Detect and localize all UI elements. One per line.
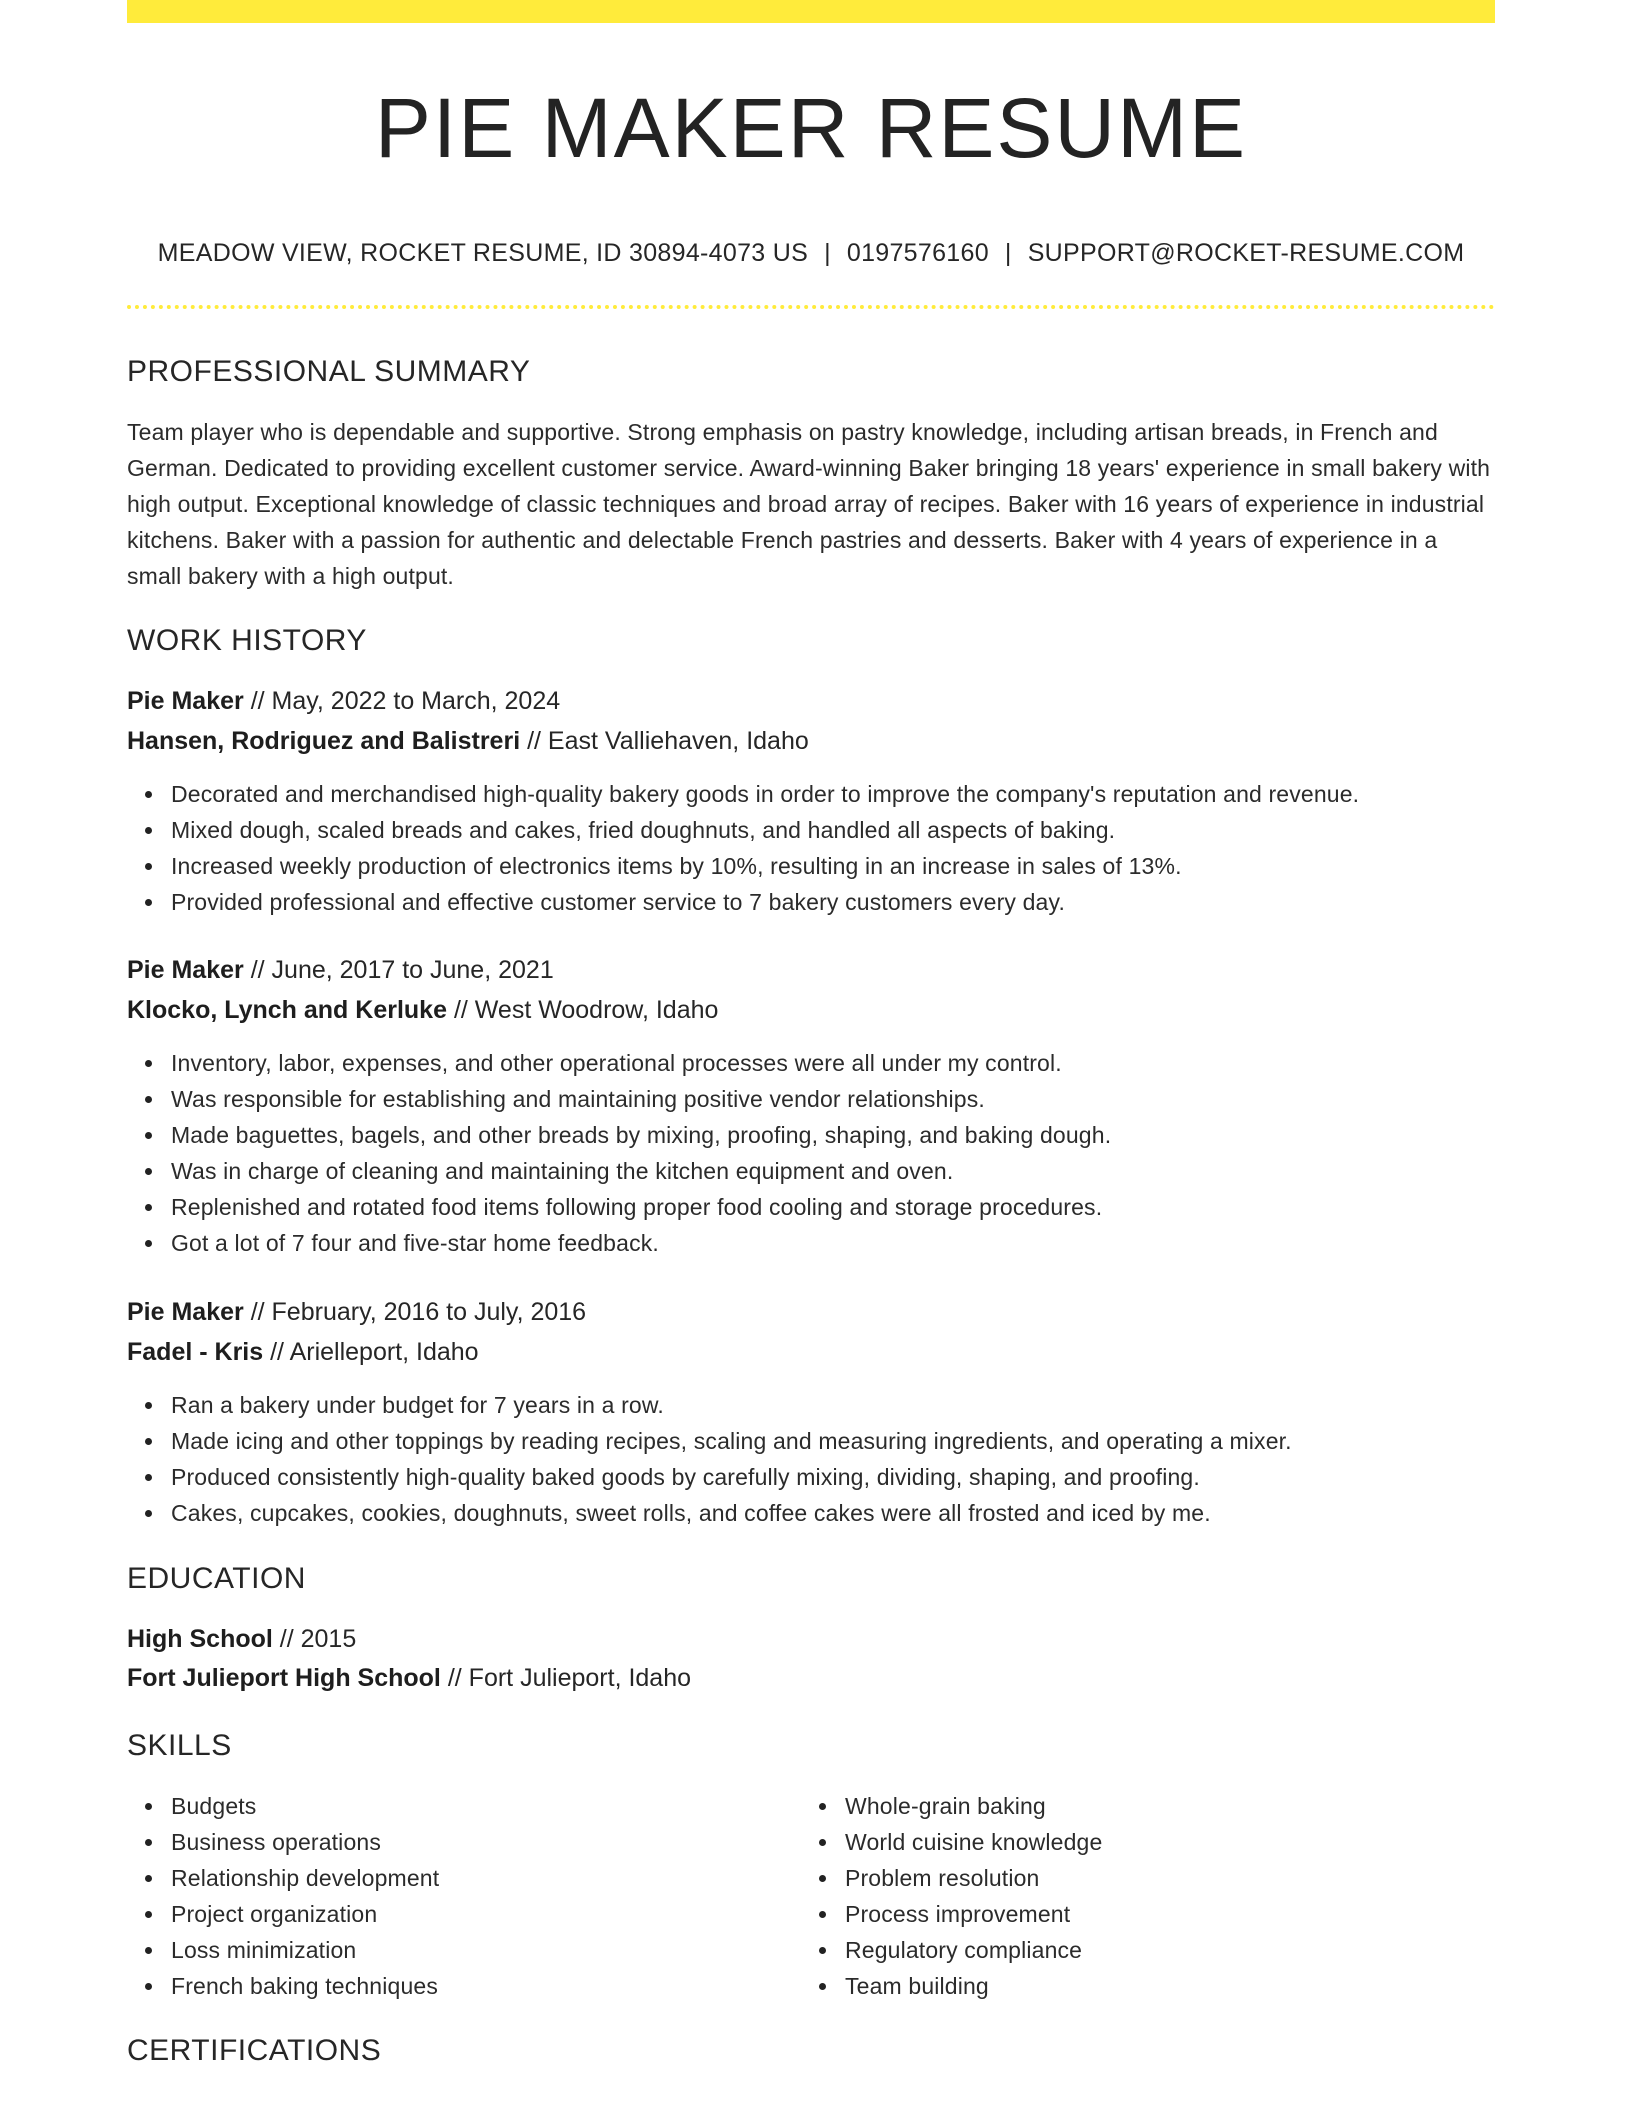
job-dates: // June, 2017 to June, 2021	[250, 956, 554, 984]
job-title-line	[127, 684, 560, 718]
contact-address: MEADOW VIEW, ROCKET RESUME, ID 30894-4073 US	[157, 239, 809, 267]
skill-item: Loss minimization	[171, 1932, 439, 1968]
list-item: Ran a bakery under budget for 7 years in a row.	[171, 1387, 1292, 1423]
education-year: // 2015	[279, 1625, 357, 1653]
list-item: Increased weekly production of electronics items by 10%, resulting in an increase in sales of 13%.	[171, 848, 1359, 884]
job-role: Pie Maker	[127, 956, 244, 984]
job-role: Pie Maker	[127, 687, 244, 715]
list-item: Was in charge of cleaning and maintaining the kitchen equipment and oven.	[171, 1153, 1111, 1189]
list-item: Mixed dough, scaled breads and cakes, fried doughnuts, and handled all aspects of baking.	[171, 812, 1359, 848]
job-company-line	[127, 1335, 479, 1369]
list-item: Produced consistently high-quality baked goods by carefully mixing, dividing, shaping, and proofing.	[171, 1459, 1292, 1495]
section-title-certifications: CERTIFICATIONS	[127, 2034, 382, 2067]
education-school-line	[127, 1661, 691, 1695]
section-title-work-history: WORK HISTORY	[127, 624, 367, 657]
list-item: Decorated and merchandised high-quality bakery goods in order to improve the company's reputation and revenue.	[171, 776, 1359, 812]
education-degree: High School	[127, 1625, 273, 1653]
section-title-summary: PROFESSIONAL SUMMARY	[127, 355, 531, 388]
contact-email: SUPPORT@ROCKET-RESUME.COM	[1027, 239, 1465, 267]
section-title-education: EDUCATION	[127, 1562, 306, 1595]
list-item: Cakes, cupcakes, cookies, doughnuts, sweet rolls, and coffee cakes were all frosted and iced by me.	[171, 1495, 1292, 1531]
skill-item: Budgets	[171, 1788, 439, 1824]
list-item: Made baguettes, bagels, and other breads by mixing, proofing, shaping, and baking dough.	[171, 1117, 1111, 1153]
list-item: Inventory, labor, expenses, and other operational processes were all under my control.	[171, 1045, 1111, 1081]
resume-title: PIE MAKER RESUME	[374, 81, 1248, 175]
accent-bar	[127, 0, 1495, 23]
skill-item: Problem resolution	[845, 1860, 1102, 1896]
list-item: Provided professional and effective customer service to 7 bakery customers every day.	[171, 884, 1359, 920]
skill-item: Whole-grain baking	[845, 1788, 1102, 1824]
skill-item: Project organization	[171, 1896, 439, 1932]
skill-item: Business operations	[171, 1824, 439, 1860]
skill-item: Process improvement	[845, 1896, 1102, 1932]
job-company-line	[127, 724, 809, 758]
section-title-skills: SKILLS	[127, 1729, 232, 1762]
skill-item: Team building	[845, 1968, 1102, 2004]
list-item: Made icing and other toppings by reading recipes, scaling and measuring ingredients, and operating a mixer.	[171, 1423, 1292, 1459]
job-dates: // February, 2016 to July, 2016	[250, 1298, 587, 1326]
education-location: // Fort Julieport, Idaho	[447, 1664, 692, 1692]
skills-list-left	[127, 1788, 439, 2004]
job-dates: // May, 2022 to March, 2024	[250, 687, 561, 715]
skills-list-right	[801, 1788, 1102, 2004]
list-item: Replenished and rotated food items following proper food cooling and storage procedures.	[171, 1189, 1111, 1225]
skill-item: Relationship development	[171, 1860, 439, 1896]
contact-separator: |	[824, 239, 831, 267]
skill-item: Regulatory compliance	[845, 1932, 1102, 1968]
job-company: Klocko, Lynch and Kerluke	[127, 996, 447, 1024]
job-bullets	[127, 1045, 1111, 1261]
skill-item: French baking techniques	[171, 1968, 439, 2004]
list-item: Got a lot of 7 four and five-star home feedback.	[171, 1225, 1111, 1261]
job-title-line	[127, 1295, 586, 1329]
education-school: Fort Julieport High School	[127, 1664, 441, 1692]
skill-item: World cuisine knowledge	[845, 1824, 1102, 1860]
dotted-divider	[127, 305, 1495, 309]
job-title-line	[127, 953, 554, 987]
contact-line	[127, 236, 1495, 270]
contact-phone: 0197576160	[846, 239, 989, 267]
contact-separator: |	[1004, 239, 1012, 267]
job-location: // West Woodrow, Idaho	[453, 996, 719, 1024]
job-company-line	[127, 993, 718, 1027]
job-bullets	[127, 1387, 1292, 1531]
job-location: // East Valliehaven, Idaho	[527, 727, 809, 755]
job-location: // Arielleport, Idaho	[270, 1338, 479, 1366]
list-item: Was responsible for establishing and maintaining positive vendor relationships.	[171, 1081, 1111, 1117]
job-bullets	[127, 776, 1359, 920]
job-company: Fadel - Kris	[127, 1338, 264, 1366]
job-company: Hansen, Rodriguez and Balistreri	[127, 727, 521, 755]
summary-text: Team player who is dependable and supportive. Strong emphasis on pastry knowledge, including artisan breads, in French and German. Dedicated to providing excellent customer service. Award-winning Baker bringing 18 years' experience in small bakery with high output. Exceptional knowledge of classic techniques and broad array of recipes. Baker with 16 years of experience in industrial kitchens. Baker with a passion for authentic and delectable French pastries and desserts. Baker with 4 years of experience in a small bakery with a high output.	[127, 419, 1491, 589]
education-degree-line	[127, 1622, 356, 1656]
job-role: Pie Maker	[127, 1298, 244, 1326]
